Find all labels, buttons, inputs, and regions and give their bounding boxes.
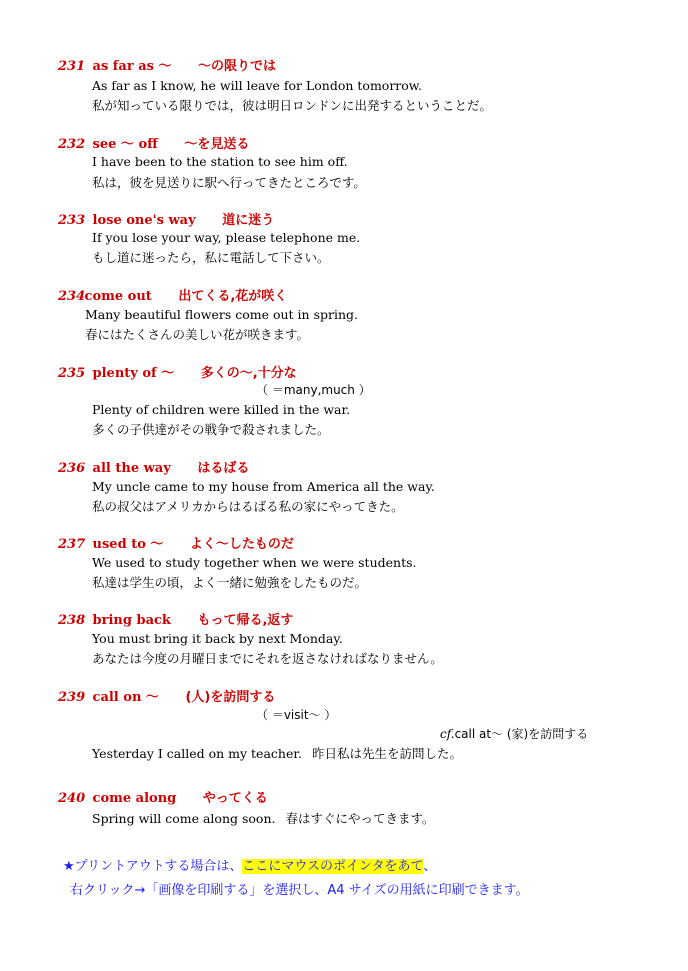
entry-phrase: come out (84, 289, 152, 304)
japanese-translation: 多くの子供達がその戦争で殺されました。 (92, 422, 330, 437)
entry-heading (58, 787, 268, 806)
entry-meaning: 道に迷う (222, 213, 275, 228)
entry-meaning: よく～したものだ (189, 537, 294, 552)
japanese-translation: 私達は学生の頃，よく一緒に勉強をしたものだ。 (92, 575, 368, 590)
entry-number: 232 (58, 137, 86, 152)
entry-heading (58, 285, 287, 304)
english-example (92, 744, 462, 762)
cf-label: cf. (440, 727, 455, 741)
entry-heading (58, 609, 293, 628)
print-instruction-line2: 右クリック→「画像を印刷する」を選択し、A4 サイズの用紙に印刷できます。 (70, 883, 529, 898)
entry-phrase: call on ～ (92, 690, 159, 705)
cf-note (440, 725, 588, 742)
entry-meaning: もって帰る,返す (197, 613, 294, 628)
entry-number: 231 (58, 59, 86, 74)
english-sentence: Spring will come along soon. (92, 811, 276, 826)
english-example: We used to study together when we were students. (92, 555, 417, 570)
print-instruction-line1 (63, 855, 436, 874)
entry-phrase: plenty of ～ (92, 366, 175, 381)
entry-number: 240 (58, 791, 86, 806)
entry-meaning: ～の限りでは (198, 59, 277, 74)
japanese-translation: 私は，彼を見送りに駅へ行ってきたところです。 (92, 175, 366, 190)
entry-meaning: 多くの～,十分な (200, 366, 297, 381)
english-example (92, 809, 435, 827)
entry-phrase: as far as ～ (92, 59, 172, 74)
print-instruction-prefix: ★プリントアウトする場合は、 (63, 859, 243, 874)
entry-number: 236 (58, 461, 86, 476)
entry-meaning: やってくる (202, 791, 268, 806)
english-example: Plenty of children were killed in the war. (92, 402, 351, 417)
cf-text: call at～ (家)を訪問する (454, 727, 589, 741)
synonym-note: （ ＝many,much ） (256, 383, 371, 397)
entry-meaning: ～を見送る (184, 137, 250, 152)
japanese-translation: 昨日私は先生を訪問した。 (311, 746, 462, 761)
japanese-translation: もし道に迷ったら，私に電話して下さい。 (92, 250, 330, 265)
english-example: If you lose your way, please telephone me. (92, 230, 361, 245)
entry-heading (58, 55, 276, 74)
entry-phrase: come along (92, 791, 177, 806)
japanese-translation: 私が知っている限りでは，彼は明日ロンドンに出発するということだ。 (92, 98, 493, 113)
entry-number: 233 (58, 213, 86, 228)
entry-phrase: all the way (92, 461, 171, 476)
english-example: Many beautiful flowers come out in spring. (85, 307, 358, 322)
entry-number: 234 (58, 289, 86, 304)
entry-phrase: see ～ off (92, 137, 158, 152)
synonym-note: （ ＝visit～ ） (256, 708, 337, 722)
english-example: My uncle came to my house from America all the way. (92, 479, 435, 494)
print-instruction-suffix: 、 (423, 859, 437, 874)
entry-heading (58, 533, 294, 552)
japanese-translation: 春はすぐにやってきます。 (285, 811, 435, 826)
entry-heading (58, 457, 249, 476)
japanese-translation: 春にはたくさんの美しい花が咲きます。 (85, 327, 310, 342)
print-hotspot-link[interactable]: ここにマウスのポインタをあて (242, 859, 424, 874)
entry-number: 238 (58, 613, 86, 628)
japanese-translation: あなたは今度の月曜日までにそれを返さなければなりません。 (92, 651, 443, 666)
entry-number: 237 (58, 537, 86, 552)
japanese-translation: 私の叔父はアメリカからはるばる私の家にやってきた。 (92, 499, 404, 514)
entry-heading (58, 133, 249, 152)
english-example: You must bring it back by next Monday. (92, 631, 343, 646)
entry-heading (58, 209, 274, 228)
entry-heading (58, 686, 275, 705)
entry-meaning: はるばる (197, 461, 250, 476)
entry-meaning: (人)を訪問する (185, 690, 276, 705)
english-example: As far as I know, he will leave for London tomorrow. (92, 78, 422, 93)
entry-phrase: lose one's way (92, 213, 196, 228)
english-sentence: Yesterday I called on my teacher. (92, 746, 302, 761)
entry-phrase: used to ～ (92, 537, 164, 552)
entry-heading (58, 362, 297, 381)
entry-number: 239 (58, 690, 86, 705)
entry-meaning: 出てくる,花が咲く (178, 289, 288, 304)
english-example: I have been to the station to see him off. (92, 154, 348, 169)
entry-number: 235 (58, 366, 86, 381)
entry-phrase: bring back (92, 613, 171, 628)
